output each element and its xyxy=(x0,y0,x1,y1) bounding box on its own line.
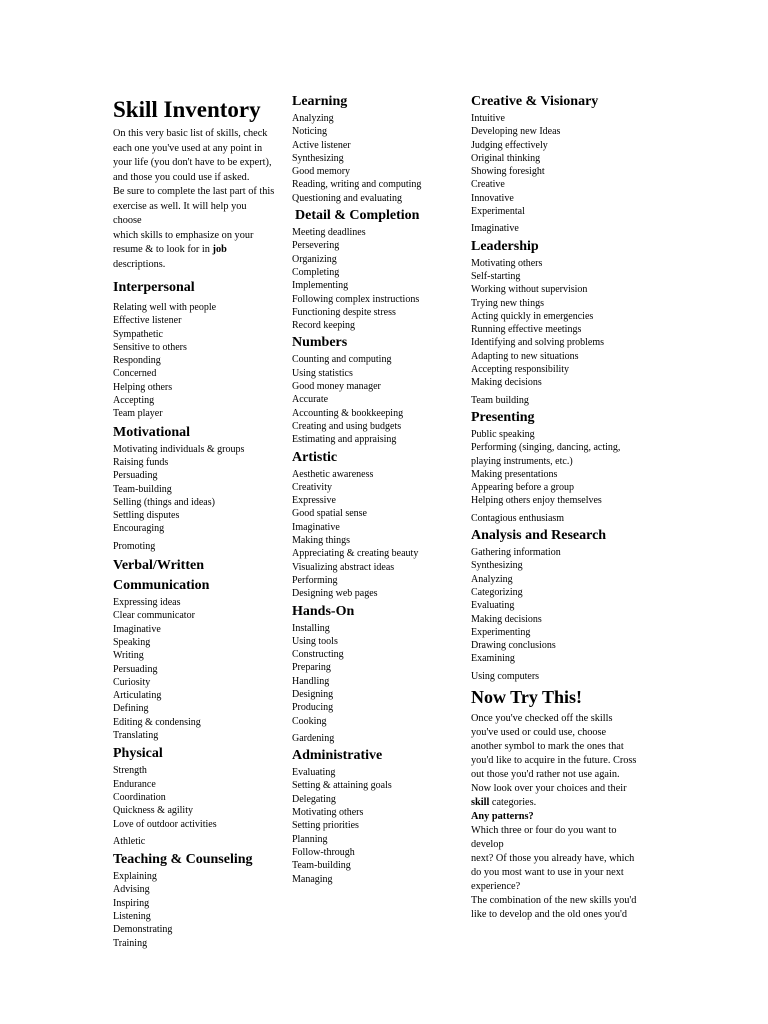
para-line xyxy=(471,796,656,810)
skill-item[interactable]: Acting quickly in emergencies xyxy=(471,310,594,322)
skill-item[interactable]: Counting and computing xyxy=(292,354,392,366)
skill-item[interactable]: Selling (things and ideas) xyxy=(113,496,215,508)
section-verbal-written xyxy=(113,556,291,742)
section-heading: Communication xyxy=(113,578,210,594)
bold-patterns: Any patterns? xyxy=(471,810,534,822)
skill-item[interactable]: Analyzing xyxy=(471,573,513,585)
section-numbers xyxy=(292,333,470,446)
skill-item[interactable]: Using tools xyxy=(292,635,338,647)
section-motivational xyxy=(113,423,291,553)
skill-item[interactable]: Drawing conclusions xyxy=(471,640,556,652)
intro-line: Be sure to complete the last part of this xyxy=(113,186,275,197)
skill-item[interactable]: Accepting xyxy=(113,395,155,407)
skill-item[interactable]: Helping others xyxy=(113,381,173,393)
skill-item[interactable]: Setting & attaining goals xyxy=(292,780,392,792)
skill-item[interactable]: Demonstrating xyxy=(113,924,173,936)
section-heading: Analysis and Research xyxy=(471,528,607,544)
section-heading: Interpersonal xyxy=(113,280,195,295)
skill-item[interactable]: Promoting xyxy=(113,540,156,552)
para-line: The combination of the new skills you'd xyxy=(471,894,637,906)
skill-item[interactable]: Setting priorities xyxy=(292,820,359,832)
skill-item[interactable]: Settling disputes xyxy=(113,510,180,522)
skill-item[interactable]: Expressive xyxy=(292,495,336,507)
section-artistic xyxy=(292,448,470,601)
para-line: you've used or could use, choose xyxy=(471,726,607,738)
skill-list xyxy=(292,112,470,205)
skill-item[interactable]: Showing foresight xyxy=(471,166,545,178)
skill-item[interactable]: Working without supervision xyxy=(471,284,588,296)
para-line: experience? xyxy=(471,880,521,892)
bold-skill: skill xyxy=(471,796,490,808)
skill-item[interactable]: Developing new Ideas xyxy=(471,126,561,138)
skill-item[interactable]: Coordination xyxy=(113,791,166,803)
skill-item[interactable]: Editing & condensing xyxy=(113,716,201,728)
skill-item[interactable]: Visualizing abstract ideas xyxy=(292,561,395,573)
skill-item[interactable]: Encouraging xyxy=(113,523,165,535)
skill-item[interactable]: Implementing xyxy=(292,280,349,292)
skill-item[interactable]: Cooking xyxy=(292,715,327,727)
skill-list xyxy=(113,301,291,421)
para-line: next? Of those you already have, which xyxy=(471,852,635,864)
skill-item[interactable]: Defining xyxy=(113,703,149,715)
intro-bold-job: job xyxy=(212,244,227,255)
skill-item[interactable]: Responding xyxy=(113,355,161,367)
skill-item[interactable]: Functioning despite stress xyxy=(292,306,396,318)
intro-line: your life (you don't have to be expert), xyxy=(113,157,272,168)
section-heading: Creative & Visionary xyxy=(471,94,599,109)
skill-item[interactable]: Training xyxy=(113,937,148,949)
now-try-text xyxy=(471,712,656,922)
skill-item[interactable]: Sensitive to others xyxy=(113,341,187,353)
skill-item[interactable]: Imaginative xyxy=(113,623,161,635)
para-line: Once you've checked off the skills xyxy=(471,712,613,724)
skill-item[interactable]: Producing xyxy=(292,702,334,714)
skill-list xyxy=(113,443,291,536)
skill-item[interactable]: Planning xyxy=(292,833,328,845)
section-heading: Teaching & Counseling xyxy=(113,852,253,868)
skill-item[interactable]: Judging effectively xyxy=(471,139,548,151)
section-analysis xyxy=(471,526,656,683)
skill-item[interactable]: Synthesizing xyxy=(471,560,523,572)
skill-item[interactable]: Listening xyxy=(113,910,151,922)
skill-item[interactable]: Running effective meetings xyxy=(471,324,582,336)
skill-item[interactable]: Good memory xyxy=(292,166,351,178)
skill-item[interactable]: Speaking xyxy=(113,636,151,648)
skill-item[interactable]: Experimental xyxy=(471,206,525,218)
skill-item[interactable]: Quickness & agility xyxy=(113,805,193,817)
skill-item[interactable]: Sympathetic xyxy=(113,328,163,340)
section-heading: Learning xyxy=(292,94,348,109)
section-heading: Leadership xyxy=(471,238,539,254)
skill-item[interactable]: playing instruments, etc.) xyxy=(471,455,573,467)
section-hands-on xyxy=(292,602,470,746)
skill-item[interactable]: Good spatial sense xyxy=(292,508,367,520)
skill-item[interactable]: Creativity xyxy=(292,481,332,493)
skill-item[interactable]: Accounting & bookkeeping xyxy=(292,407,404,419)
section-heading: Artistic xyxy=(292,449,338,465)
skill-item[interactable]: Translating xyxy=(113,730,159,742)
skill-item[interactable]: Organizing xyxy=(292,253,337,265)
skill-item[interactable]: Intuitive xyxy=(471,113,505,124)
skill-item[interactable]: Delegating xyxy=(292,793,336,805)
skill-item[interactable]: Imaginative xyxy=(292,521,340,533)
page-title: Skill Inventory xyxy=(113,97,261,122)
section-heading: Administrative xyxy=(292,748,383,764)
skill-item[interactable]: Completing xyxy=(292,266,340,278)
skill-item[interactable]: Active listener xyxy=(292,139,351,151)
intro-line: exercise as well. It will help you xyxy=(113,200,247,212)
skill-item[interactable]: Performing (singing, dancing, acting, xyxy=(471,442,621,454)
section-physical xyxy=(113,744,291,848)
para-line: do you most want to use in your next xyxy=(471,866,624,878)
section-learning xyxy=(292,92,470,205)
skill-item[interactable]: Trying new things xyxy=(471,297,544,309)
section-heading: Motivational xyxy=(113,424,190,440)
skill-item[interactable]: Relating well with people xyxy=(113,302,217,313)
skill-item[interactable]: Explaining xyxy=(113,871,157,883)
skill-item[interactable]: Appearing before a group xyxy=(471,482,575,494)
skill-item[interactable]: Self-starting xyxy=(471,270,521,282)
skill-item[interactable]: Using computers xyxy=(471,670,540,682)
section-heading: Detail & Completion xyxy=(295,208,420,224)
intro-text xyxy=(113,127,291,272)
skill-item[interactable]: Analyzing xyxy=(292,113,334,124)
skill-list xyxy=(113,764,291,830)
skill-item[interactable]: Following complex instructions xyxy=(292,293,420,305)
intro-line xyxy=(113,243,291,258)
skill-item[interactable]: Inspiring xyxy=(113,897,150,909)
skill-item[interactable]: Original thinking xyxy=(471,152,541,164)
skill-item[interactable]: Examining xyxy=(471,653,515,665)
skill-item[interactable]: Reading, writing and computing xyxy=(292,179,422,191)
section-heading: Numbers xyxy=(292,335,348,351)
skill-item[interactable]: Curiosity xyxy=(113,676,151,688)
skill-item[interactable]: Motivating others xyxy=(471,257,543,269)
skill-item[interactable]: Motivating individuals & groups xyxy=(113,443,245,455)
section-teaching xyxy=(113,850,291,950)
para-line: you'd like to acquire in the future. Cross xyxy=(471,754,637,766)
para-line: like to develop and the old ones you'd xyxy=(471,908,627,920)
skill-list xyxy=(292,766,470,886)
para-line: Now look over your choices and their xyxy=(471,782,627,794)
skill-list xyxy=(292,353,470,446)
skill-item[interactable]: Gardening xyxy=(292,732,335,744)
skill-list xyxy=(471,428,656,508)
para-line: out those you'd rather not use again. xyxy=(471,768,620,780)
skill-item[interactable]: Making things xyxy=(292,535,351,547)
skill-item[interactable]: Aesthetic awareness xyxy=(292,468,374,480)
skill-item[interactable]: Contagious enthusiasm xyxy=(471,512,565,524)
skill-item[interactable]: Meeting deadlines xyxy=(292,227,366,239)
skill-item[interactable]: Identifying and solving problems xyxy=(471,337,605,349)
para-line: Which three or four do you want to xyxy=(471,824,617,836)
para-line xyxy=(471,810,656,824)
skill-item[interactable]: Designing web pages xyxy=(292,588,378,600)
skill-item[interactable]: Team-building xyxy=(113,483,172,495)
skill-list xyxy=(292,468,470,601)
section-heading: Presenting xyxy=(471,409,535,425)
skill-item[interactable]: Articulating xyxy=(113,690,162,702)
skill-list xyxy=(471,546,656,666)
intro-line: On this very basic list of skills, check xyxy=(113,128,268,139)
skill-item[interactable]: Synthesizing xyxy=(292,152,344,164)
intro-line: which skills to emphasize on your xyxy=(113,229,254,241)
skill-item[interactable]: Accepting responsibility xyxy=(471,364,570,376)
skill-item[interactable]: Gathering information xyxy=(471,547,561,559)
intro-line: choose xyxy=(113,215,142,226)
skill-item[interactable]: Experimenting xyxy=(471,626,531,638)
column-3 xyxy=(471,92,656,922)
skill-item[interactable]: Effective listener xyxy=(113,315,182,327)
skill-item[interactable]: Team building xyxy=(471,394,529,406)
skill-item[interactable]: Making decisions xyxy=(471,613,542,625)
intro-line: descriptions. xyxy=(113,258,166,270)
intro-line: and those you could use if asked. xyxy=(113,171,250,183)
skill-item[interactable]: Clear communicator xyxy=(113,610,195,622)
section-detail xyxy=(292,206,470,332)
section-heading: Verbal/Written xyxy=(113,558,204,574)
skill-item[interactable]: Adapting to new situations xyxy=(471,350,579,362)
skill-item[interactable]: Advising xyxy=(113,884,150,896)
section-administrative xyxy=(292,746,470,886)
skill-item[interactable]: Noticing xyxy=(292,126,327,138)
para-line: develop xyxy=(471,838,504,850)
skill-item[interactable]: Evaluating xyxy=(292,767,336,779)
skill-item[interactable]: Follow-through xyxy=(292,846,355,858)
section-creative xyxy=(471,92,656,236)
skill-item[interactable]: Evaluating xyxy=(471,600,515,612)
skill-item[interactable]: Estimating and appraising xyxy=(292,434,397,446)
skill-item[interactable]: Categorizing xyxy=(471,586,523,598)
skill-list xyxy=(292,622,470,728)
skill-list xyxy=(113,596,291,742)
skill-item[interactable]: Constructing xyxy=(292,649,344,661)
column-1 xyxy=(113,92,291,950)
skill-item[interactable]: Concerned xyxy=(113,368,157,380)
skill-item[interactable]: Love of outdoor activities xyxy=(113,818,217,830)
now-try-heading: Now Try This! xyxy=(471,686,583,707)
section-interpersonal xyxy=(113,278,291,421)
skill-item[interactable]: Making decisions xyxy=(471,377,542,389)
skill-item[interactable]: Persuading xyxy=(113,663,158,675)
skill-item[interactable]: Questioning and evaluating xyxy=(292,192,402,204)
intro-line: each one you've used at any point in xyxy=(113,142,263,154)
skill-item[interactable]: Preparing xyxy=(292,662,331,674)
skill-item[interactable]: Handling xyxy=(292,675,330,687)
section-leadership xyxy=(471,237,656,407)
skill-item[interactable]: Public speaking xyxy=(471,428,535,440)
skill-item[interactable]: Team-building xyxy=(292,860,351,872)
skill-item[interactable]: Strength xyxy=(113,765,147,777)
skill-item[interactable]: Performing xyxy=(292,574,338,586)
skill-item[interactable]: Raising funds xyxy=(113,456,169,468)
skill-list xyxy=(471,257,656,390)
skill-item[interactable]: Designing xyxy=(292,688,334,700)
skill-item[interactable]: Athletic xyxy=(113,835,146,847)
skill-item[interactable]: Creative xyxy=(471,179,505,191)
skill-item[interactable]: Innovative xyxy=(471,192,514,204)
skill-item[interactable]: Managing xyxy=(292,873,333,885)
skill-item[interactable]: Writing xyxy=(113,650,144,662)
section-heading: Physical xyxy=(113,746,163,762)
section-presenting xyxy=(471,408,656,525)
skill-item[interactable]: Record keeping xyxy=(292,320,356,332)
skill-item[interactable]: Motivating others xyxy=(292,807,364,819)
skill-item[interactable]: Accurate xyxy=(292,394,329,406)
skill-item[interactable]: Team player xyxy=(113,408,163,420)
skill-item[interactable]: Using statistics xyxy=(292,367,353,379)
skill-item[interactable]: Creating and using budgets xyxy=(292,420,402,432)
skill-list xyxy=(471,112,656,218)
section-now-try-this xyxy=(471,685,656,922)
skill-item[interactable]: Making presentations xyxy=(471,468,558,480)
column-2 xyxy=(292,92,470,886)
skill-list xyxy=(292,226,470,332)
skill-item[interactable]: Expressing ideas xyxy=(113,597,181,609)
para-span: categories. xyxy=(489,796,537,808)
skill-item[interactable]: Installing xyxy=(292,622,330,634)
para-line: another symbol to mark the ones that xyxy=(471,740,624,752)
skill-item[interactable]: Persuading xyxy=(113,470,158,482)
skill-item[interactable]: Imaginative xyxy=(471,223,519,235)
skill-list xyxy=(113,870,291,950)
section-heading: Hands-On xyxy=(292,603,355,619)
skill-item[interactable]: Appreciating & creating beauty xyxy=(292,548,419,560)
skill-item[interactable]: Endurance xyxy=(113,778,156,790)
skill-item[interactable]: Helping others enjoy themselves xyxy=(471,495,602,507)
skill-item[interactable]: Good money manager xyxy=(292,381,381,393)
skill-item[interactable]: Persevering xyxy=(292,240,340,252)
intro-text-span: resume & to look for in xyxy=(113,244,213,255)
